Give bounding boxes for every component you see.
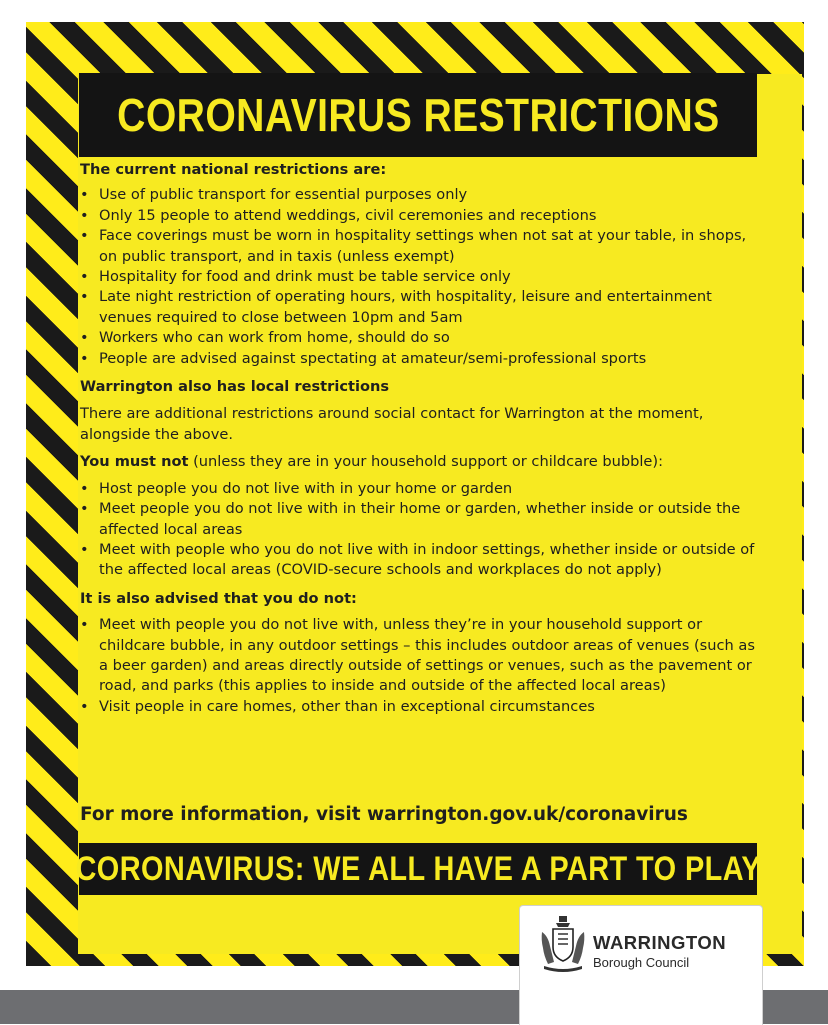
advised-list <box>80 615 760 717</box>
national-list <box>80 185 760 369</box>
title-banner <box>79 73 757 157</box>
advised-heading: It is also advised that you do not: <box>80 589 357 607</box>
council-subtitle: Borough Council <box>593 955 690 970</box>
must-not-label: You must not <box>80 453 189 471</box>
local-text: There are additional restrictions around social contact for Warrington at the moment, alongside the above. <box>80 405 704 443</box>
council-logo <box>519 905 763 1025</box>
list-item: • People are advised against spectating at amateur/semi-professional sports <box>80 349 760 369</box>
list-item: • Meet with people you do not live with, unless they’re in your household support or childcare bubble, in any outdoor settings – this includes outdoor areas of venues (such as a beer garden) and areas directly outside of settings or venues, such as the pavement or road, and parks (this applies to inside and outside of the affected local areas) <box>80 615 760 697</box>
list-item: • Late night restriction of operating hours, with hospitality, leisure and entertainment venues required to close between 10pm and 5am <box>80 287 760 328</box>
list-item: • Use of public transport for essential purposes only <box>80 185 760 205</box>
list-item: • Meet people you do not live with in their home or garden, whether inside or outside the affected local areas <box>80 499 760 540</box>
more-info-link: For more information, visit warrington.gov.uk/coronavirus <box>80 804 688 825</box>
page-title: CORONAVIRUS RESTRICTIONS <box>116 89 720 141</box>
council-name: WARRINGTON <box>593 932 727 953</box>
list-item: • Only 15 people to attend weddings, civil ceremonies and receptions <box>80 206 760 226</box>
slogan-text: CORONAVIRUS: WE ALL HAVE A PART TO PLAY <box>75 849 761 888</box>
list-item: • Hospitality for food and drink must be table service only <box>80 267 760 287</box>
restrictions-content <box>80 160 760 717</box>
slogan-banner <box>75 843 761 895</box>
list-item: • Host people you do not live with in your home or garden <box>80 479 760 499</box>
national-heading: The current national restrictions are: <box>80 161 387 178</box>
list-item: • Face coverings must be worn in hospitality settings when not sat at your table, in shops, on public transport, and in taxis (unless exempt) <box>80 226 760 267</box>
must-not-list <box>80 479 760 581</box>
must-not-intro <box>80 452 760 472</box>
must-not-qualifier: (unless they are in your household support or childcare bubble): <box>188 453 664 471</box>
list-item: • Visit people in care homes, other than in exceptional circumstances <box>80 697 760 717</box>
council-crest-icon <box>538 914 588 972</box>
list-item: • Meet with people who you do not live with in indoor settings, whether inside or outside of the affected local areas (COVID-secure schools and workplaces do not apply) <box>80 540 760 581</box>
list-item: • Workers who can work from home, should do so <box>80 328 760 348</box>
local-heading: Warrington also has local restrictions <box>80 378 390 396</box>
